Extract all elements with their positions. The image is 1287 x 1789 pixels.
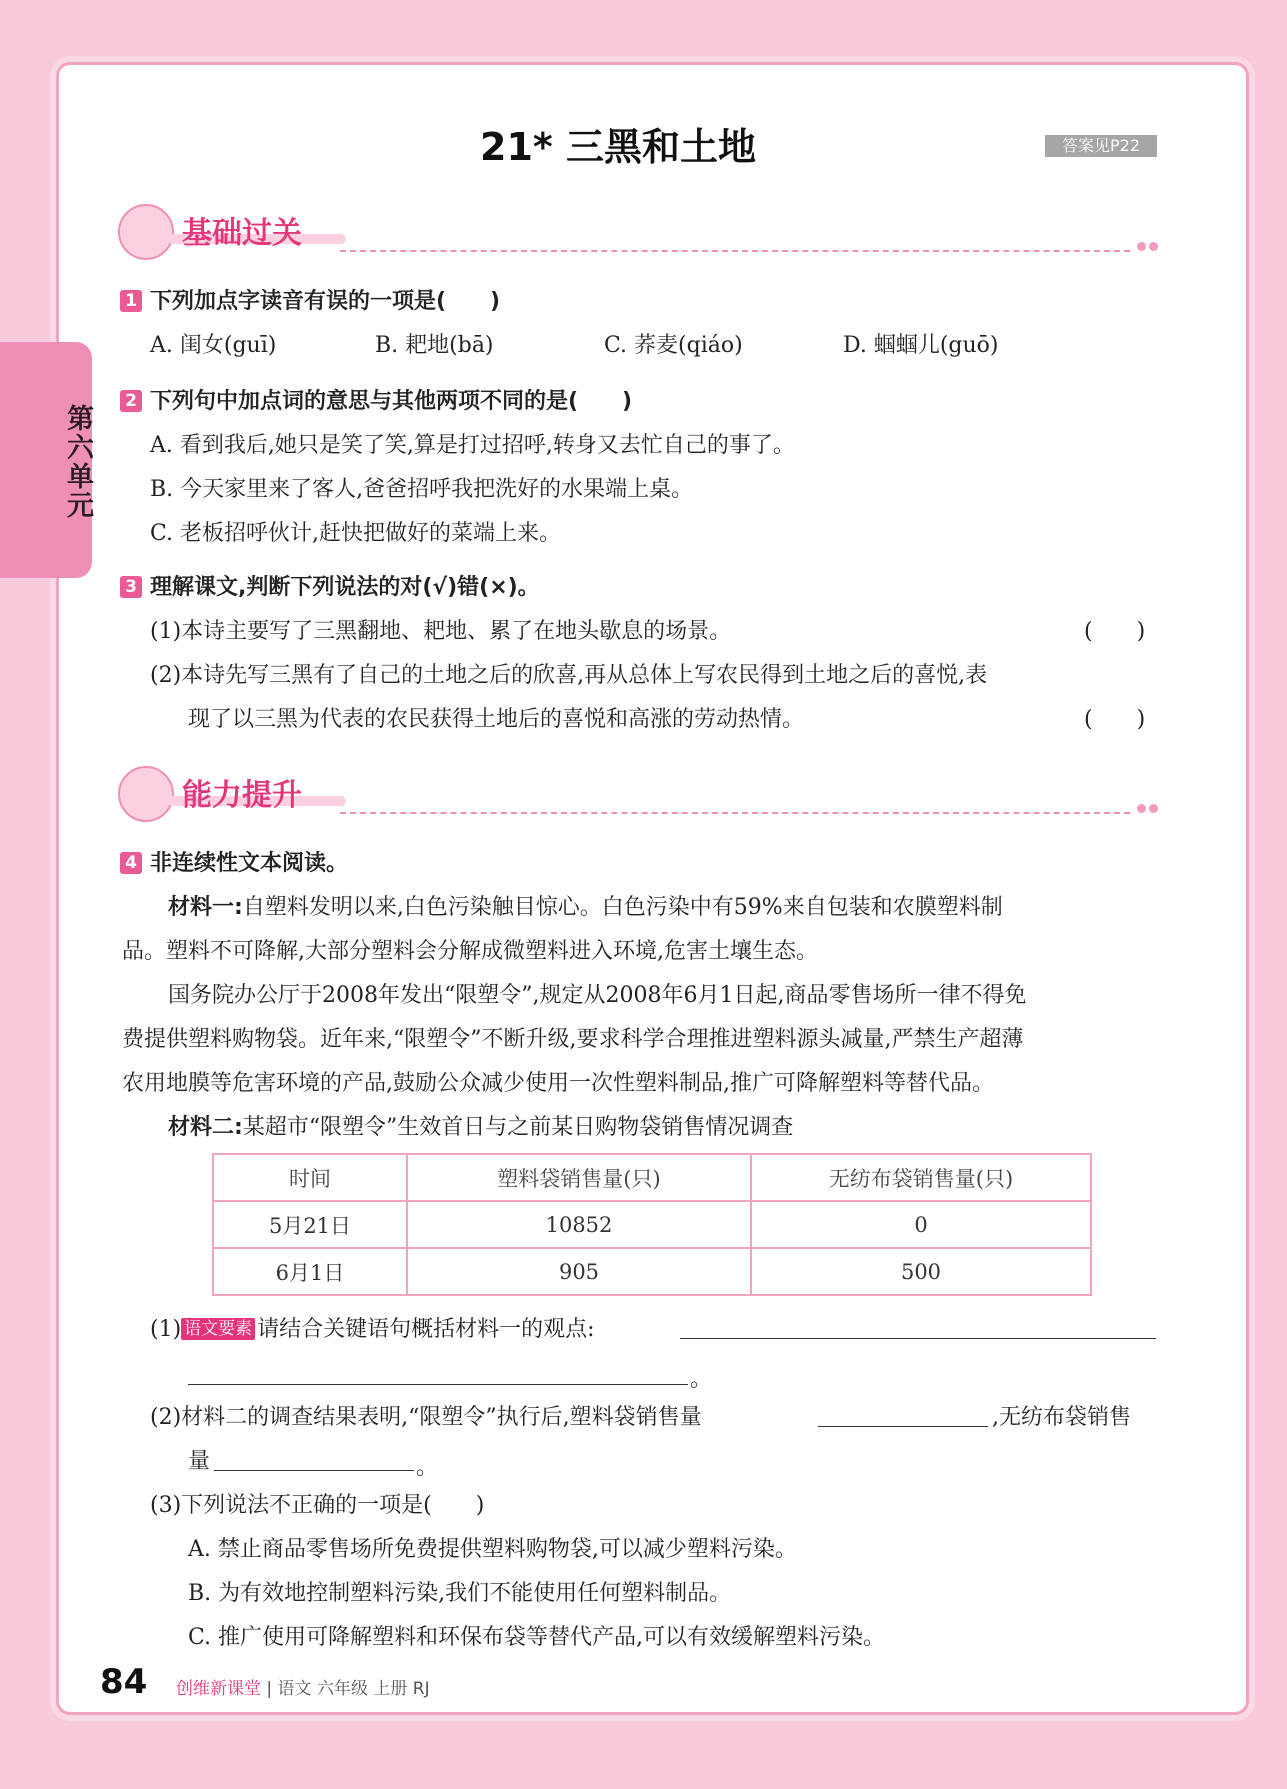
q4-sub1-prefix: (1) [150, 1317, 182, 1342]
table-cell: 5月21日 [213, 1201, 407, 1248]
q4-number: 4 [120, 852, 142, 874]
q4-sub2-line-1b: ,无纺布袋销售 [992, 1405, 1131, 1430]
q2-option-a: A. 看到我后,她只是笑了笑,算是打过招呼,转身又去忙自己的事了。 [150, 433, 795, 458]
q1-stem-text: 下列加点字读音有误的一项是( ) [150, 289, 501, 314]
q3-item-2: (2)本诗先写三黑有了自己的土地之后的欣喜,再从总体上写农民得到土地之后的喜悦,表 [150, 663, 988, 688]
table-cell: 0 [751, 1201, 1091, 1248]
material1-line-4: 费提供塑料购物袋。近年来,“限塑令”不断升级,要求科学合理推进塑料源头减量,严禁生产超薄 [122, 1027, 1024, 1052]
q1-option-c: C. 荞麦(qiáo) [604, 333, 743, 358]
mascot-icon [118, 766, 174, 822]
material1-label: 材料一: [168, 895, 243, 920]
q4-sub3-option-a: A. 禁止商品零售场所免费提供塑料购物袋,可以减少塑料污染。 [188, 1537, 797, 1562]
q1-option-d: D. 蝈蝈儿(guō) [843, 333, 999, 358]
q4-sub1-text: 请结合关键语句概括材料一的观点: [257, 1317, 595, 1342]
page-number: 84 [100, 1662, 148, 1702]
q3-item-2-cont: 现了以三黑为代表的农民获得土地后的喜悦和高涨的劳动热情。 [188, 707, 805, 732]
table-cell: 905 [407, 1248, 751, 1295]
q2-stem-text: 下列句中加点词的意思与其他两项不同的是( ) [150, 389, 633, 414]
section-title-basic: 基础过关 [182, 216, 302, 251]
q4-sub3-option-c: C. 推广使用可降解塑料和环保布袋等替代产品,可以有效缓解塑料污染。 [188, 1625, 886, 1650]
footer-separator: | [266, 1679, 273, 1699]
q3-item-1: (1)本诗主要写了三黑翻地、耙地、累了在地头歇息的场景。 [150, 619, 732, 644]
lesson-title: 21* 三黑和土地 [480, 125, 756, 169]
material1-line-2: 品。塑料不可降解,大部分塑料会分解成微塑料进入环境,危害土壤生态。 [122, 939, 818, 964]
material2-text: 某超市“限塑令”生效首日与之前某日购物袋销售情况调查 [242, 1115, 794, 1140]
table-cell: 500 [751, 1248, 1091, 1295]
q4-sub1-answer-blank-2[interactable] [188, 1384, 688, 1385]
q3-number: 3 [120, 576, 142, 598]
table-header-row [213, 1154, 1091, 1201]
table-header-cell: 无纺布袋销售量(只) [751, 1154, 1091, 1201]
q4-stem-text: 非连续性文本阅读。 [150, 851, 349, 876]
q3-stem-text: 理解课文,判断下列说法的对(√)错(×)。 [150, 575, 540, 600]
section-title-advanced: 能力提升 [182, 778, 302, 813]
q2-option-b: B. 今天家里来了客人,爸爸招呼我把洗好的水果端上桌。 [150, 477, 694, 502]
q2-number: 2 [120, 390, 142, 412]
q4-sub2-line-2: 量 [188, 1449, 211, 1474]
material2-label: 材料二: [168, 1115, 243, 1140]
q3-item-2-answer-box[interactable]: ( ) [1084, 707, 1146, 732]
q4-sub3-stem: (3)下列说法不正确的一项是( ) [150, 1493, 485, 1518]
material2-line [168, 1110, 793, 1141]
footer-info [176, 1674, 430, 1699]
section-divider [340, 250, 1130, 252]
q4-sub1 [150, 1312, 595, 1343]
brand-name: 创维新课堂 [176, 1679, 261, 1699]
q1-number: 1 [120, 290, 142, 312]
divider-dots-icon [1134, 236, 1158, 255]
table-cell: 10852 [407, 1201, 751, 1248]
q2-stem [120, 384, 632, 415]
material1-text-1: 自塑料发明以来,白色污染触目惊心。白色污染中有59%来自包装和农膜塑料制 [242, 895, 1003, 920]
q4-sub3-option-b: B. 为有效地控制塑料污染,我们不能使用任何塑料制品。 [188, 1581, 732, 1606]
q1-option-b: B. 耙地(bā) [375, 333, 494, 358]
table-header-cell: 时间 [213, 1154, 407, 1201]
footer-book-info: 语文 六年级 上册 RJ [277, 1679, 430, 1699]
material1-line-1 [168, 890, 1003, 921]
q3-item-1-answer-box[interactable]: ( ) [1084, 619, 1146, 644]
q4-sub2-period: 。 [416, 1455, 439, 1480]
divider-dots-icon [1134, 798, 1158, 817]
section-divider [340, 812, 1130, 814]
table-header-cell: 塑料袋销售量(只) [407, 1154, 751, 1201]
material1-line-5: 农用地膜等危害环境的产品,鼓励公众减少使用一次性塑料制品,推广可降解塑料等替代品。 [122, 1071, 994, 1096]
q4-sub1-period: 。 [690, 1367, 713, 1392]
unit-side-tab-label: 第六单元 [62, 404, 93, 520]
q1-stem [120, 284, 500, 315]
table-cell: 6月1日 [213, 1248, 407, 1295]
table-row [213, 1201, 1091, 1248]
q1-option-a: A. 闺女(guī) [150, 333, 277, 358]
answer-reference-badge: 答案见P22 [1045, 135, 1157, 157]
q4-sub1-answer-blank[interactable] [680, 1338, 1156, 1339]
material1-line-3: 国务院办公厅于2008年发出“限塑令”,规定从2008年6月1日起,商品零售场所一律不得免 [168, 983, 1027, 1008]
q4-sub2-plastic-blank[interactable] [818, 1426, 988, 1427]
mascot-icon [118, 204, 174, 260]
q3-stem [120, 570, 540, 601]
q4-sub2-line-1: (2)材料二的调查结果表明,“限塑令”执行后,塑料袋销售量 [150, 1405, 702, 1430]
survey-table [212, 1153, 1092, 1296]
q2-option-c: C. 老板招呼伙计,赶快把做好的菜端上来。 [150, 521, 562, 546]
table-row [213, 1248, 1091, 1295]
q4-stem [120, 846, 348, 877]
q4-sub2-nonwoven-blank[interactable] [214, 1470, 414, 1471]
chinese-element-tag: 语文要素 [181, 1318, 255, 1340]
